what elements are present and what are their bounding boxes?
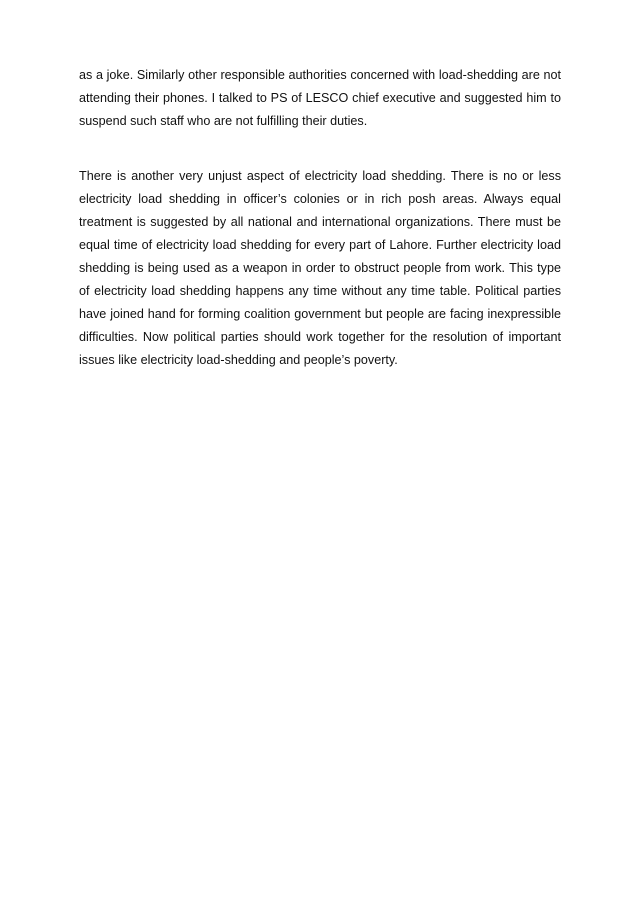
paragraph-2: There is another very unjust aspect of electricity load shedding. There is no or less electricity load shedding in officer’s colonies or in rich posh areas. Always equal treatment is suggested by all national and international organizations. There must be equal time of electricity load shedding for every part of Lahore. Further electricity load shedding is being used as a weapon in order to obstruct people from work. This type of electricity load shedding happens any time without any time table. Political parties have joined hand for forming coalition government but people are facing inexpressible difficulties. Now political parties should work together for the resolution of important issues like electricity load-shedding and people’s poverty.: [79, 169, 561, 367]
paragraph-1: as a joke. Similarly other responsible authorities concerned with load-shedding are not attending their phones. I talked to PS of LESCO chief executive and suggested him to suspend such staff who are not fulfilling their duties.: [79, 68, 561, 128]
document-page: [79, 64, 561, 372]
